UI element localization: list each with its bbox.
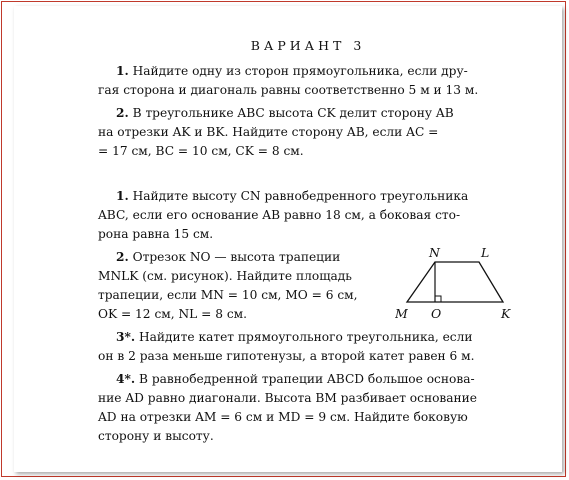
trapezoid-figure: [395, 245, 525, 325]
vertex-label-n: N: [429, 245, 440, 260]
task-text-line: Найдите катет прямоугольного треугольника, если: [138, 330, 473, 344]
task-text-line: В равнобедренной трапеции ABCD большое основа-: [138, 372, 475, 386]
task-text-line: гая сторона и диагональ равны соответственно 5 м и 13 м.: [98, 83, 479, 97]
part2-task3: [98, 328, 518, 366]
vertex-label-l: L: [481, 245, 490, 260]
trapezoid-shape: [407, 262, 503, 302]
task-text-line: В треугольнике ABC высота CK делит сторону AB: [132, 106, 454, 120]
task-text-line: рона равна 15 см.: [98, 227, 214, 241]
task-number: 2.: [116, 106, 129, 120]
part1-task2: [98, 104, 518, 161]
part2-task2: [98, 245, 518, 324]
vertex-label-k: K: [501, 306, 511, 321]
task-text-line: он в 2 раза меньше гипотенузы, а второй катет равен 6 м.: [98, 349, 475, 363]
task-text-line: AD на отрезки AM = 6 см и MD = 9 см. Найдите боковую: [98, 410, 468, 424]
task-text-line: на отрезки AK и BK. Найдите сторону AB, если AC =: [98, 125, 439, 139]
task-text-line: Найдите высоту CN равнобедренного треугольника: [132, 189, 469, 203]
variant-title: ВАРИАНТ 3: [250, 38, 366, 53]
task-text-line: ние AD равно диагонали. Высота BM разбивает основание: [98, 391, 478, 405]
task-text-line: Отрезок NO — высота трапеции: [132, 250, 341, 264]
task-text-line: = 17 см, BC = 10 см, CK = 8 см.: [98, 144, 304, 158]
task-text-line: ABC, если его основание AB равно 18 см, а боковая сто-: [98, 208, 461, 222]
task-number: 3*.: [116, 330, 136, 344]
vertex-label-o: O: [431, 306, 442, 321]
part2-task4: [98, 370, 518, 446]
worksheet: [98, 36, 518, 446]
task-text-line: MNLK (см. рисунок). Найдите площадь: [98, 269, 352, 283]
part1-task1: [98, 62, 518, 100]
task-text-line: трапеции, если MN = 10 см, MO = 6 см,: [98, 288, 358, 302]
task-number: 4*.: [116, 372, 136, 386]
task-text-line: Найдите одну из сторон прямоугольника, если дру-: [132, 64, 468, 78]
vertex-label-m: M: [395, 306, 408, 321]
task-number: 2.: [116, 250, 129, 264]
task-text-line: OK = 12 см, NL = 8 см.: [98, 307, 248, 321]
task-text-line: сторону и высоту.: [98, 429, 214, 443]
right-angle-mark: [435, 296, 441, 302]
task-number: 1.: [116, 189, 129, 203]
task-number: 1.: [116, 64, 129, 78]
part2-task1: [98, 187, 518, 244]
